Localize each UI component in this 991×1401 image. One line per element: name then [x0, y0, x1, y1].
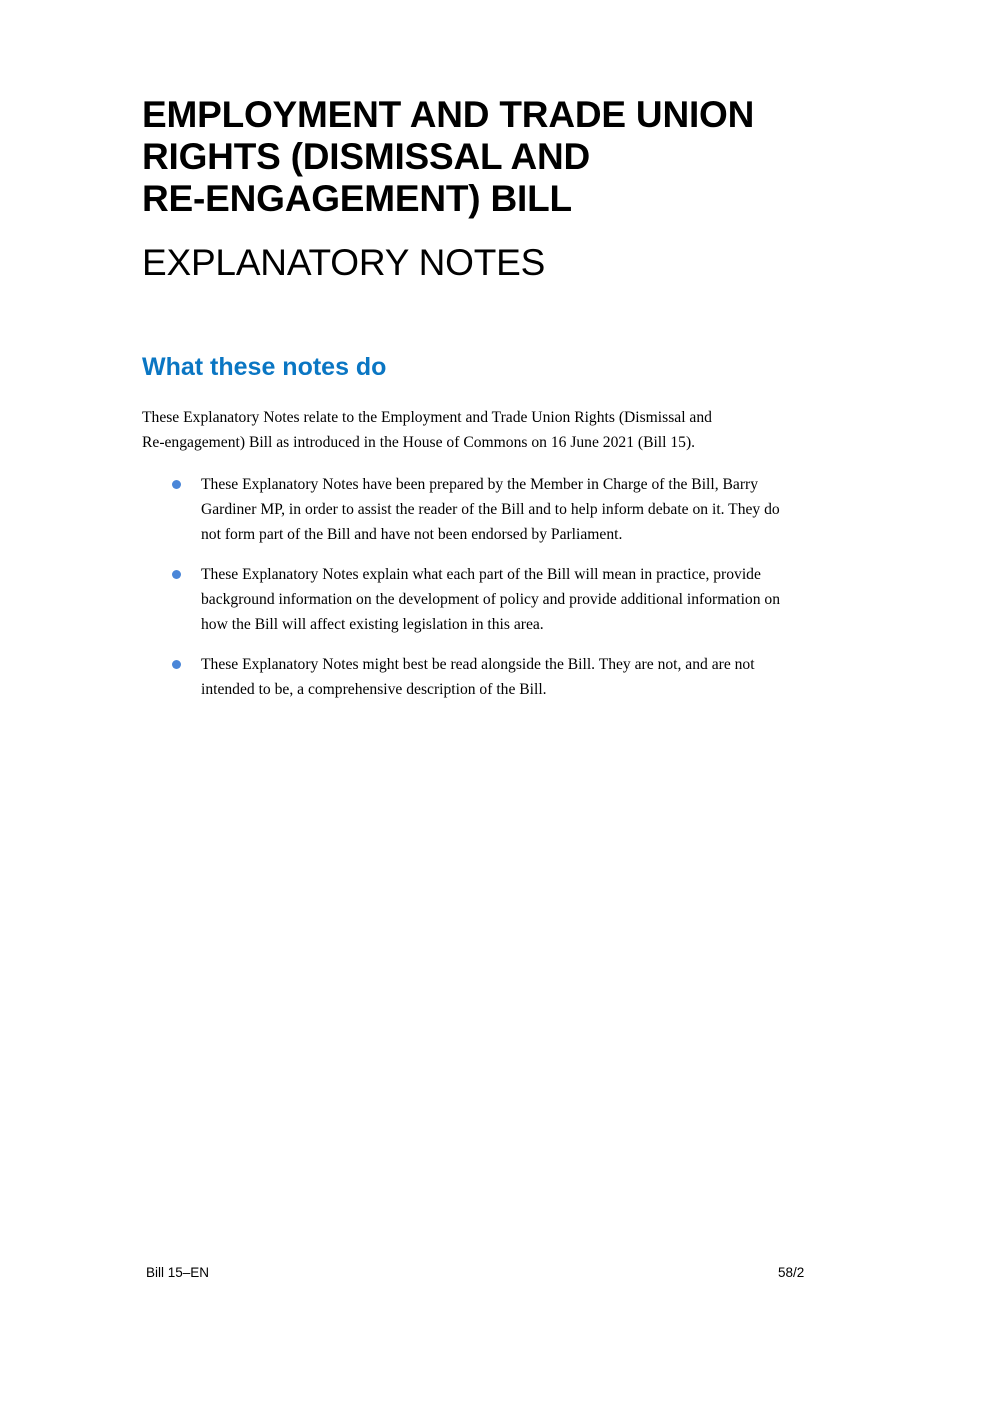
intro-line: These Explanatory Notes relate to the Employment and Trade Union Rights (Dismissal and: [142, 409, 712, 426]
document-subtitle: EXPLANATORY NOTES: [142, 242, 546, 283]
bullet-dot-icon: [172, 570, 181, 579]
bullet-dot-icon: [172, 660, 181, 669]
footer-bill-reference: Bill 15–EN: [146, 1265, 210, 1280]
bullet-item: [142, 472, 902, 547]
section-heading: What these notes do: [142, 353, 387, 381]
bullet-line: intended to be, a comprehensive description of the Bill.: [201, 681, 547, 698]
bullet-line: not form part of the Bill and have not been endorsed by Parliament.: [201, 526, 623, 543]
intro-paragraph: [142, 405, 842, 455]
document-title: [142, 94, 862, 220]
bullet-line: These Explanatory Notes explain what each part of the Bill will mean in practice, provide: [201, 566, 761, 583]
bullet-item: [142, 652, 902, 702]
footer-page-code: 58/2: [778, 1265, 805, 1280]
bullet-line: Gardiner MP, in order to assist the reader of the Bill and to help inform debate on it. They do: [201, 501, 780, 518]
intro-line: Re-engagement) Bill as introduced in the House of Commons on 16 June 2021 (Bill 15).: [142, 434, 696, 451]
bullet-item: [142, 562, 902, 637]
bullet-line: These Explanatory Notes have been prepared by the Member in Charge of the Bill, Barry: [201, 476, 759, 493]
bullet-line: background information on the development of policy and provide additional information on: [201, 591, 780, 608]
title-line: RE-ENGAGEMENT) BILL: [142, 178, 572, 219]
bullet-dot-icon: [172, 480, 181, 489]
bullet-line: These Explanatory Notes might best be read alongside the Bill. They are not, and are not: [201, 656, 755, 673]
title-line: EMPLOYMENT AND TRADE UNION: [142, 94, 755, 135]
bullet-line: how the Bill will affect existing legislation in this area.: [201, 616, 544, 633]
title-line: RIGHTS (DISMISSAL AND: [142, 136, 591, 177]
bullet-list: [142, 472, 902, 717]
